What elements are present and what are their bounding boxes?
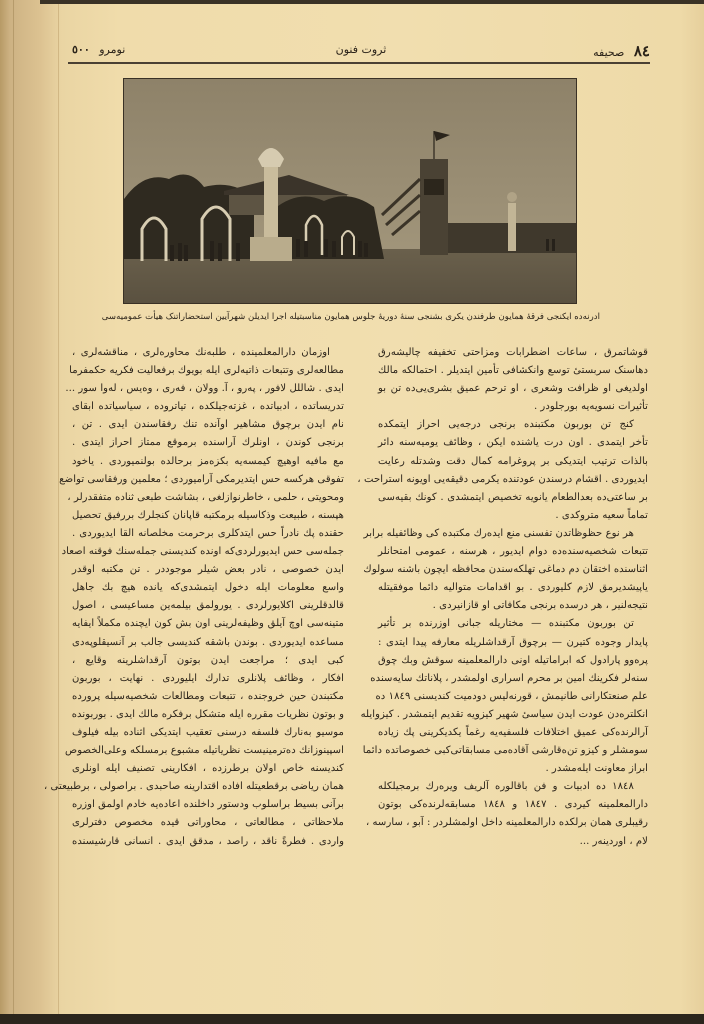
photograph xyxy=(123,78,577,304)
text-line: جمله‌سی حس ایدیورلردی‌که اونده کندیسنی جمله‌سنك فوقنه اصعاد xyxy=(61,546,344,558)
text-line: قوشاتمرق ، ساعات اضطرابات ومزاحتی تخفیفه چالیشه‌رق xyxy=(378,347,648,358)
text-line: اولدیغی او ظرافت وشعری ، او ترحم عمیق بشری‌یی‌ده تن بو xyxy=(378,383,648,395)
text-line: تفوقی هرکسه حس ایتدیرمکی آرامیوردی ؛ معلمین ورفقاسی تواضع xyxy=(59,473,344,485)
issue-label: نومرو xyxy=(99,43,126,56)
small-monument xyxy=(508,203,516,251)
text-line: افکار ، وظائف پلانلری تدارك ایلیوردی . نهایت ، بوربون xyxy=(72,672,344,684)
text-line: پایدار وجوده کتیرن — برچوق آرقداشلریله معارفه پیدا ایتدی : xyxy=(378,636,648,648)
text-line: بر ساعتی‌ده بعدالطعام یانویه تخصیص ایتمشدی . کونك بقیه‌سی xyxy=(378,491,648,503)
text-line: نام ایدن برچوق مشاهیر اوآنده تنك رفقاسندن ایدی . تن ، xyxy=(72,419,344,431)
scan-bottom-edge xyxy=(0,1014,704,1024)
text-line: سومشلر و کیزو تن‌ه‌قارشی آقادەمی مسابقاتی‌کبی خصوصاتده دائما xyxy=(362,745,648,757)
text-line: ایدیوردی . اقشام درسندن عودتنده یکرمی دقیقه‌یی اویونه استراحت ، xyxy=(357,473,648,485)
issue-number: ٥٠٠ xyxy=(72,43,90,56)
text-line: رقیبلری همان برلکده دارالمعلمینه داخل اولمشلردر : آبو ، سارسه ، xyxy=(365,817,648,829)
text-line: ابراز معاونت ایلەمشدر . xyxy=(545,763,648,775)
text-line: تأخر ایتمدی . اون درت یاشنده ایکن ، وظائف یومیه‌سنه دائر xyxy=(378,437,648,449)
text-line: ایدی . شاللل لافور ، پەرو ، آ. وولان ، فەری ، وەیس ، لەوا سور ... xyxy=(65,383,344,395)
text-line: لام ، اوردینەر ... xyxy=(579,835,648,847)
text-line: ١٨٤٨ ده ادبیات و فن باقالوره آلریف ویره‌رك برمجیلکله xyxy=(378,781,634,793)
running-header xyxy=(72,40,650,62)
text-line: ایدن خصوصی ، نادر بعض شیلر موجوددر . تن مکتبه اوقدر xyxy=(72,564,344,576)
issue-info xyxy=(72,43,125,56)
text-line: مساعده ایدیوردی . بوندن باشقه کندیسی جالب بر آنسیقلوپه‌دی xyxy=(72,636,344,648)
text-line: مطالعه‌لری وتتبعات ذاتیه‌لری ایله بویوك برفعالیت فکریه حکمفرما xyxy=(69,365,344,377)
photo-caption: ادرنه‌ده ایکنجی فرقهٔ همایون طرفندن یکری بشنجی سنهٔ دوریهٔ جلوس همایون مناسبتیله اجرا ایدیلن شهرآیین استحضاراتنک هیأت عمومیه‌سی xyxy=(101,312,600,322)
scan-top-edge xyxy=(40,0,704,4)
text-line: علم صنعتکارانی طانیمش ، قورنەلیس دودمیت کندیسنی ١٨٤٩ ده xyxy=(375,690,648,702)
text-line: هپسنه ، طبیعت وذکاسیله برمکتبه قاپانان کنجلرك بررفیق تحصیل xyxy=(72,509,344,521)
text-line: اوزمان دارالمعلمینده ، طلبه‌نك محاوره‌لری ، مناقشه‌لری ، xyxy=(72,347,330,358)
text-line: آرالرنده‌کی عمیق اختلافات فلسفیه‌یه رغماً یکدیکرینی پك زیاده xyxy=(378,726,648,738)
page-number: ٨٤ xyxy=(633,42,650,60)
text-column-left xyxy=(44,344,344,851)
text-line: انکلتره‌دن عودت ایدن سیاسی‌ٔ شهیر کیزویه تقدیم ایتمشدر . کیزوایله xyxy=(360,708,648,720)
text-line: برنجی کوندن ، اونلرك آراسنده برموقع ممتاز احراز ایتدی . xyxy=(72,437,344,449)
text-line: کنج تن بوربون مکتبنده برنجی درجه‌یی احراز ایتمکده xyxy=(378,419,634,431)
text-line: ملاحظاتی ، مطالعاتی ، محاوراتی قیده مخصوص دفترلری xyxy=(72,817,344,829)
page-label: صحيفه xyxy=(593,46,625,59)
text-line: واسع معلومات ایله دخول ایتمشدی‌که یانده هیچ‌ بك جاهل xyxy=(72,582,344,594)
small-monument-top xyxy=(507,192,517,202)
text-line: مکتبندن حین خروجنده ، تتبعات ومطالعات شخصیه‌سیله پرورده xyxy=(72,690,344,702)
text-line: اثناسنده اختقان دم دماغی تهلکه‌سندن محافظه ایچون باشنه سولوك xyxy=(363,564,648,576)
monument-column xyxy=(264,167,278,239)
text-line: برآنی بسیط براسلوب ودستور داخلنده اعادەیه خادم اولمق اوزره xyxy=(72,799,344,811)
text-column-right xyxy=(357,344,648,851)
text-line: ومحویتی ، حلمی ، خاطرنوازلغی ، بشاشت طبعی ثناده متفقدرلر ، xyxy=(67,491,344,503)
text-line: کبی ایدی ؛ مراجعت ایدن بوتون آرقداشلرینه وقایع ، xyxy=(72,654,344,666)
text-line: پرەوو پارادول که ابراماتیله اونی دارالمعلمینه سوقش وبك چوق xyxy=(378,654,648,666)
text-line: واردی . فطرةً ناقد ، راصد ، مدقق ایدی . انسانی قارشیسنده xyxy=(72,835,344,847)
text-line: و بوتون نظریات مقرره ایله متشکل برفکره مالك ایدی . بوربونده xyxy=(71,708,344,720)
text-line: اسپینوزانك دەترمینیست نظریاتیله مشبوع برمسلکه وعلی‌الخصوص xyxy=(64,745,344,757)
text-line: بالذات ترتیب ایتدیکی بر پروغرامه کمال دقت وشدتله رعایت xyxy=(378,455,648,467)
text-line: تماماً سعیه متروکدی . xyxy=(555,509,648,521)
header-rule xyxy=(68,62,650,64)
text-line: سنەلر فکرینك امین بر محرم اسراری اولمشدر ، پلاناتك سایه‌سنده xyxy=(370,672,648,684)
text-line: حقنده پك نادراً حس ایتدکلری برحرمت مخلصانه القا ایدیوردی . xyxy=(72,527,344,539)
text-line: هر نوع حظوظاتدن تفسنی منع ایده‌رك مکتبده کی وظائفیله برابر xyxy=(363,527,634,539)
text-line: تتبعات شخصیه‌سنده‌ده دوام ایدیور ، هرسنه ، عمومی امتحانلر xyxy=(378,546,648,558)
text-line: دارالمعلمینه کیردی . ١٨٤٧ و ١٨٤٨ مسابقه‌لرنده‌کی بوتون xyxy=(378,799,648,811)
text-line: تدریساتده ، ادبیاتده ، غزته‌جیلکده ، تیاتروده ، سیاسیاتده ابقای xyxy=(72,401,344,413)
text-line: نتیجه‌لنیر ، هر درسده برنجی مکافاتی او قازانیردی . xyxy=(432,600,648,612)
text-line: یاپیشدیرمق لازم کلیوردی . بو اقدامات متوالیه دائما موفقیتله xyxy=(378,582,648,594)
text-line: مع مافیه اوهیچ کیمسه‌یه بکزه‌مز برحالده بولنمیوردی . یاخود xyxy=(72,455,344,467)
clock-tower xyxy=(420,159,448,255)
text-line: همان ریاضی برقطعیتله افاده اقتدارینه صاحبدی . براصولی ، برطبیعتی ، xyxy=(44,781,344,793)
monument-base xyxy=(250,237,292,261)
photo-scene xyxy=(124,79,576,303)
text-line: کندیسنه خاص اولان برطرزده ، افکارینی تصنیف ایله اونلری xyxy=(72,763,344,775)
text-line: متینه‌سی اوچ آیلق وظیفه‌لرینی اون بش کون ایچنده مکملاً ایفایه xyxy=(72,618,344,630)
binding-edge xyxy=(13,0,14,1024)
text-line: تن بوربون مکتبنده — مختاریله جبانی اوزرنده بر تأثیر xyxy=(378,618,634,630)
journal-title: ثروت فنون xyxy=(335,43,387,56)
tower-panel xyxy=(424,179,444,195)
text-line: دهاسنک سربستیٔ توسع وانکشافی تأمین ایتدیلر . احتمالکه مالك xyxy=(378,365,648,377)
text-line: تأثیرات نسویه‌یه بورجلودر . xyxy=(533,401,648,413)
text-line: موسیو بەنارك فلسفه درسنی تعقیب ایتدیکی اثناده بیله فیلوف xyxy=(72,726,344,738)
text-line: قالدقلرینی اکلایورلردی . یورولمق بیلمه‌ین مساعیسی ، اصول xyxy=(72,600,344,612)
binding-fold xyxy=(58,0,59,1024)
